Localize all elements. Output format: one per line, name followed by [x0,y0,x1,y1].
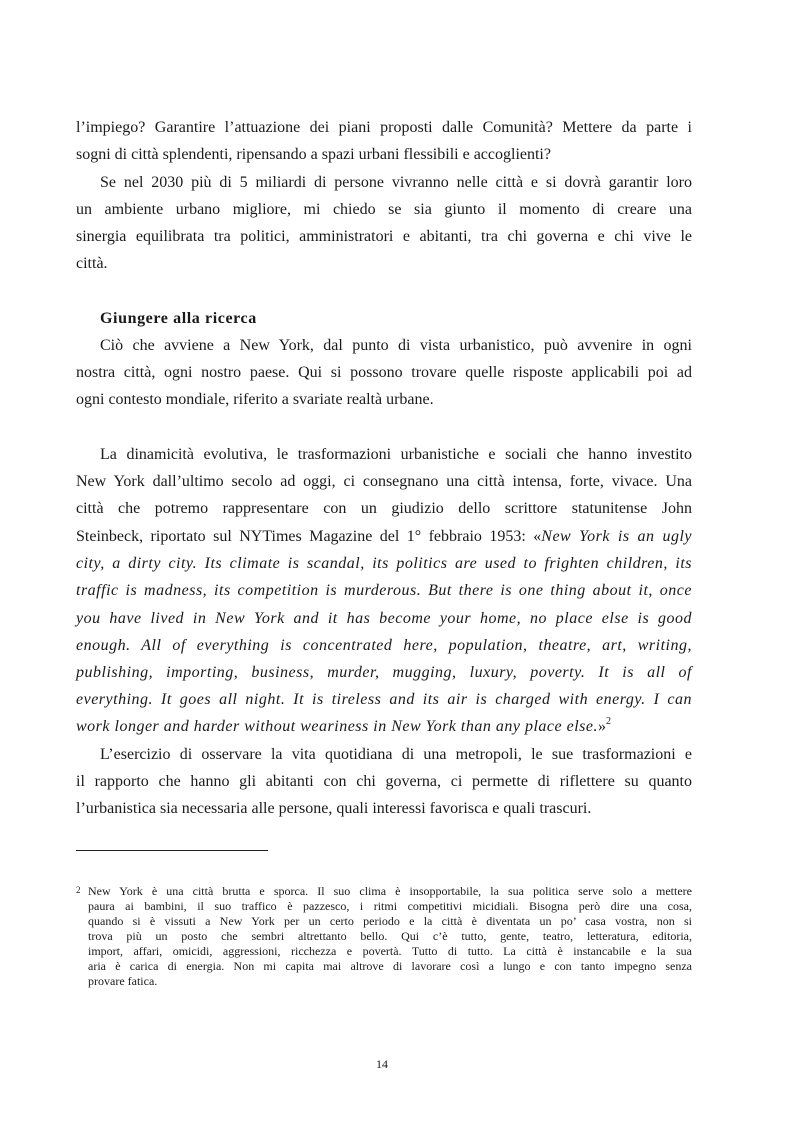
footnote-number: 2 [76,885,81,895]
quote-line: everything. It goes all night. It is tireless and its air is charged with energy. I can [76,691,692,708]
footnote-separator [76,850,268,851]
quote-line: city, a dirty city. Its climate is scandal, its politics are used to frighten children, its [76,555,692,572]
footnote-line: trova più un posto che sembri altrettanto bello. Qui c’è tutto, gente, teatro, letteratura, editoria, [88,929,692,943]
body-text: Steinbeck, riportato sul NYTimes Magazine del 1° febbraio 1953: « [76,528,542,545]
body-line: città che potremo rappresentare con un giudizio dello scrittore statunitense John [76,500,692,517]
footnote-line: New York è una città brutta e sporca. Il suo clima è insopportabile, la sua politica serve solo a mettere [88,884,692,898]
quote-line [76,717,611,737]
body-line: l’urbanistica sia necessaria alle persone, quali interessi favorisca e quali trascuri. [76,800,592,817]
footnote-reference[interactable]: 2 [605,716,611,727]
body-line: La dinamicità evolutiva, le trasformazioni urbanistiche e sociali che hanno investito [100,446,692,463]
body-line: ogni contesto mondiale, riferito a svariate realtà urbane. [76,391,434,408]
footnote-line: quando si è vissuti a New York per un certo periodo e la città è diventata un po’ casa vostra, non si [88,914,692,928]
section-heading: Giungere alla ricerca [100,310,257,327]
footnote-line: import, affari, omicidi, aggressioni, ricchezza e povertà. Tutto di tutto. La città è instancabile e la sua [88,944,692,958]
page-number: 14 [376,1057,388,1071]
footnote-line: provare fatica. [88,974,158,988]
body-line: un ambiente urbano migliore, mi chiedo se sia giunto il momento di creare una [76,201,692,218]
quote-line: traffic is madness, its competition is murderous. But there is one thing about it, once [76,582,692,599]
body-line: Ciò che avviene a New York, dal punto di vista urbanistico, può avvenire in ogni [100,337,692,354]
body-line: l’impiego? Garantire l’attuazione dei piani proposti dalle Comunità? Mettere da parte i [76,119,692,136]
quote-line: publishing, importing, business, murder, mugging, luxury, poverty. It is all of [76,664,692,681]
body-line: città. [76,255,108,272]
body-line: New York dall’ultimo secolo ad oggi, ci consegnano una città intensa, forte, vivace. Una [76,473,692,490]
quote-text: work longer and harder without weariness in New York than any place else. [76,718,598,735]
footnote-line: aria è carica di energia. Non mi capita mai altrove di lavorare così a lungo e con tanto impegno senza [88,959,692,973]
body-line: nostra città, ogni nostro paese. Qui si possono trovare quelle risposte applicabili poi ad [76,364,692,381]
body-line: L’esercizio di osservare la vita quotidiana di una metropoli, le sue trasformazioni e [100,746,692,763]
quote-line: you have lived in New York and it has become your home, no place else is good [76,610,692,627]
footnote-line: paura ai bambini, il suo traffico è pazzesco, i ritmi competitivi micidiali. Bisogna però dire una cosa, [88,899,692,913]
quote-text: New York is an ugly [541,528,693,545]
body-line: il rapporto che hanno gli abitanti con chi governa, ci permette di riflettere su quanto [76,773,692,790]
body-line: Se nel 2030 più di 5 miliardi di persone vivranno nelle città e si dovrà garantir loro [100,174,692,191]
quote-line: enough. All of everything is concentrated here, population, theatre, art, writing, [76,637,692,654]
body-line: sinergia equilibrata tra politici, amministratori e abitanti, tra chi governa e chi vive le [76,228,692,245]
body-line: sogni di città splendenti, ripensando a spazi urbani flessibili e accoglienti? [76,146,551,163]
quote-close: » [597,718,606,735]
body-line [76,527,692,547]
